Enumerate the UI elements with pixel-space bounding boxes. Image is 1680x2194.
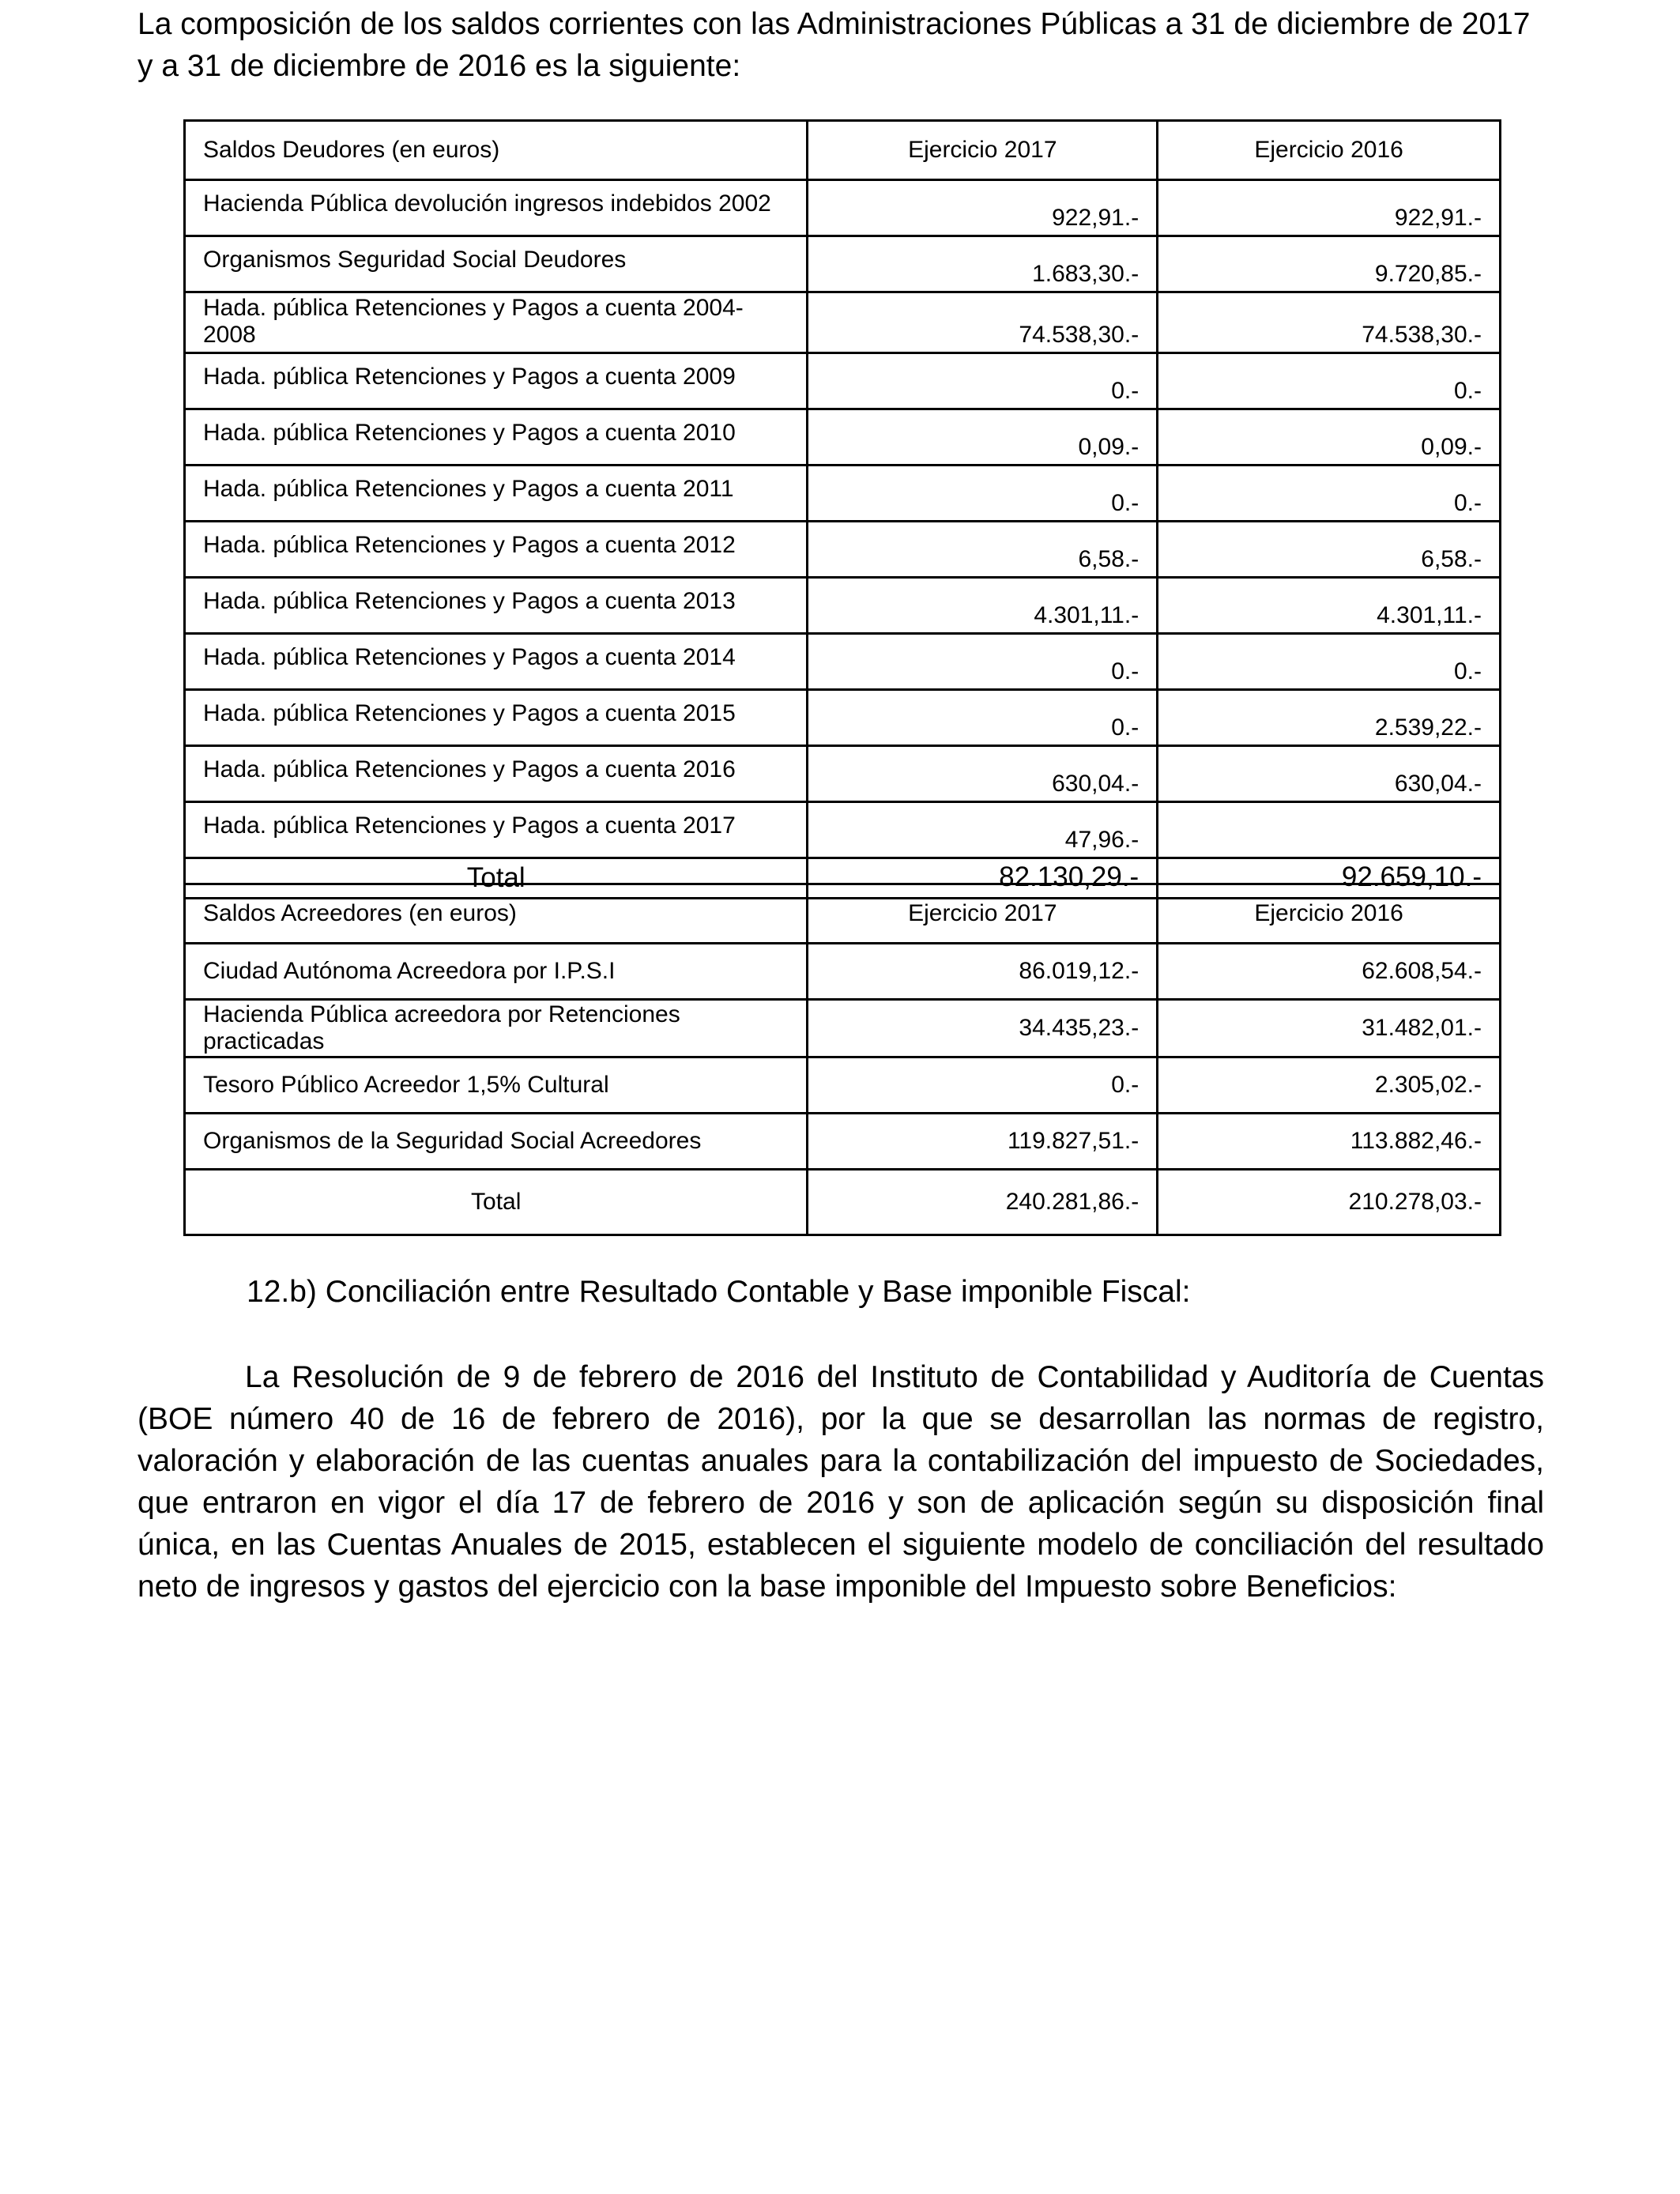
value-2017: 34.435,23.- [808,1000,1158,1057]
row-label: Hada. pública Retenciones y Pagos a cuenta 2009 [185,353,808,409]
header-cell-concept: Saldos Deudores (en euros) [185,121,808,180]
table-row [185,292,1501,353]
total-2017: 240.281,86.- [808,1170,1158,1235]
header-cell-2016: Ejercicio 2016 [1158,121,1501,180]
table-row [185,944,1501,1000]
value-2016: 74.538,30.- [1158,292,1501,353]
table-row [185,1114,1501,1170]
value-2017: 0.- [808,353,1158,409]
value-2017: 0.- [808,466,1158,522]
saldos-acreedores-table [183,883,1501,1236]
row-label: Hada. pública Retenciones y Pagos a cuenta 2014 [185,634,808,690]
table-row [185,180,1501,236]
table-row [185,746,1501,802]
value-2017: 1.683,30.- [808,236,1158,292]
total-label: Total [185,1170,808,1235]
value-2016: 0.- [1158,634,1501,690]
value-2017: 0.- [808,634,1158,690]
value-2017: 6,58.- [808,522,1158,578]
header-cell-2016: Ejercicio 2016 [1158,884,1501,944]
value-2016: 922,91.- [1158,180,1501,236]
row-label: Organismos Seguridad Social Deudores [185,236,808,292]
value-2016: 113.882,46.- [1158,1114,1501,1170]
header-cell-concept: Saldos Acreedores (en euros) [185,884,808,944]
row-label: Hada. pública Retenciones y Pagos a cuenta 2004-2008 [185,292,808,353]
value-2017: 119.827,51.- [808,1114,1158,1170]
value-2017: 74.538,30.- [808,292,1158,353]
value-2016: 4.301,11.- [1158,578,1501,634]
value-2016: 2.305,02.- [1158,1057,1501,1114]
row-label: Hacienda Pública devolución ingresos indebidos 2002 [185,180,808,236]
total-2016: 92.659,10.- [1158,858,1501,899]
row-label: Hada. pública Retenciones y Pagos a cuenta 2013 [185,578,808,634]
value-2017: 0.- [808,690,1158,746]
value-2017: 0.- [808,1057,1158,1114]
section-title: 12.b) Conciliación entre Resultado Contable y Base imponible Fiscal: [247,1275,1191,1309]
table-row [185,409,1501,466]
value-2017: 47,96.- [808,802,1158,858]
body-paragraph: La Resolución de 9 de febrero de 2016 del Instituto de Contabilidad y Auditoría de Cuentas (BOE número 40 de 16 de febrero de 2016), por la que se desarrollan las normas de registro, valoración y elaboración de las cuentas anuales para la contabilización del impuesto de Sociedades, que entraron en vigor el día 17 de febrero de 2016 y son de aplicación según su disposición final única, en las Cuentas Anuales de 2015, establecen el siguiente modelo de conciliación del resultado neto de ingresos y gastos del ejercicio con la base imponible del Impuesto sobre Beneficios: [137,1360,1544,1604]
row-label: Ciudad Autónoma Acreedora por I.P.S.I [185,944,808,1000]
table-row [185,802,1501,858]
total-2017: 82.130,29.- [808,858,1158,899]
value-2017: 630,04.- [808,746,1158,802]
row-label: Hada. pública Retenciones y Pagos a cuenta 2016 [185,746,808,802]
value-2016: 2.539,22.- [1158,690,1501,746]
value-2016: 0.- [1158,466,1501,522]
table-row [185,353,1501,409]
table-header-row [185,121,1501,180]
value-2017: 922,91.- [808,180,1158,236]
table-row [185,578,1501,634]
table-row [185,690,1501,746]
row-label: Hacienda Pública acreedora por Retenciones practicadas [185,1000,808,1057]
saldos-deudores-table [183,119,1501,899]
table-row [185,522,1501,578]
value-2016: 0,09.- [1158,409,1501,466]
value-2016: 31.482,01.- [1158,1000,1501,1057]
header-cell-2017: Ejercicio 2017 [808,121,1158,180]
table-row [185,634,1501,690]
value-2016: 630,04.- [1158,746,1501,802]
row-label: Tesoro Público Acreedor 1,5% Cultural [185,1057,808,1114]
total-label: Total [185,858,808,899]
row-label: Hada. pública Retenciones y Pagos a cuenta 2010 [185,409,808,466]
value-2016: 62.608,54.- [1158,944,1501,1000]
intro-paragraph: La composición de los saldos corrientes con las Administraciones Públicas a 31 de diciembre de 2017 y a 31 de diciembre de 2016 es la siguiente: [137,7,1531,83]
value-2017: 0,09.- [808,409,1158,466]
row-label: Hada. pública Retenciones y Pagos a cuenta 2015 [185,690,808,746]
table-row [185,466,1501,522]
value-2016: 6,58.- [1158,522,1501,578]
table-header-row [185,884,1501,944]
total-2016: 210.278,03.- [1158,1170,1501,1235]
header-cell-2017: Ejercicio 2017 [808,884,1158,944]
value-2016 [1158,802,1501,858]
value-2016: 0.- [1158,353,1501,409]
value-2017: 86.019,12.- [808,944,1158,1000]
value-2017: 4.301,11.- [808,578,1158,634]
table-row [185,236,1501,292]
row-label: Hada. pública Retenciones y Pagos a cuenta 2017 [185,802,808,858]
total-row [185,1170,1501,1235]
row-label: Organismos de la Seguridad Social Acreedores [185,1114,808,1170]
value-2016: 9.720,85.- [1158,236,1501,292]
table-row [185,1000,1501,1057]
row-label: Hada. pública Retenciones y Pagos a cuenta 2012 [185,522,808,578]
row-label: Hada. pública Retenciones y Pagos a cuenta 2011 [185,466,808,522]
table-row [185,1057,1501,1114]
